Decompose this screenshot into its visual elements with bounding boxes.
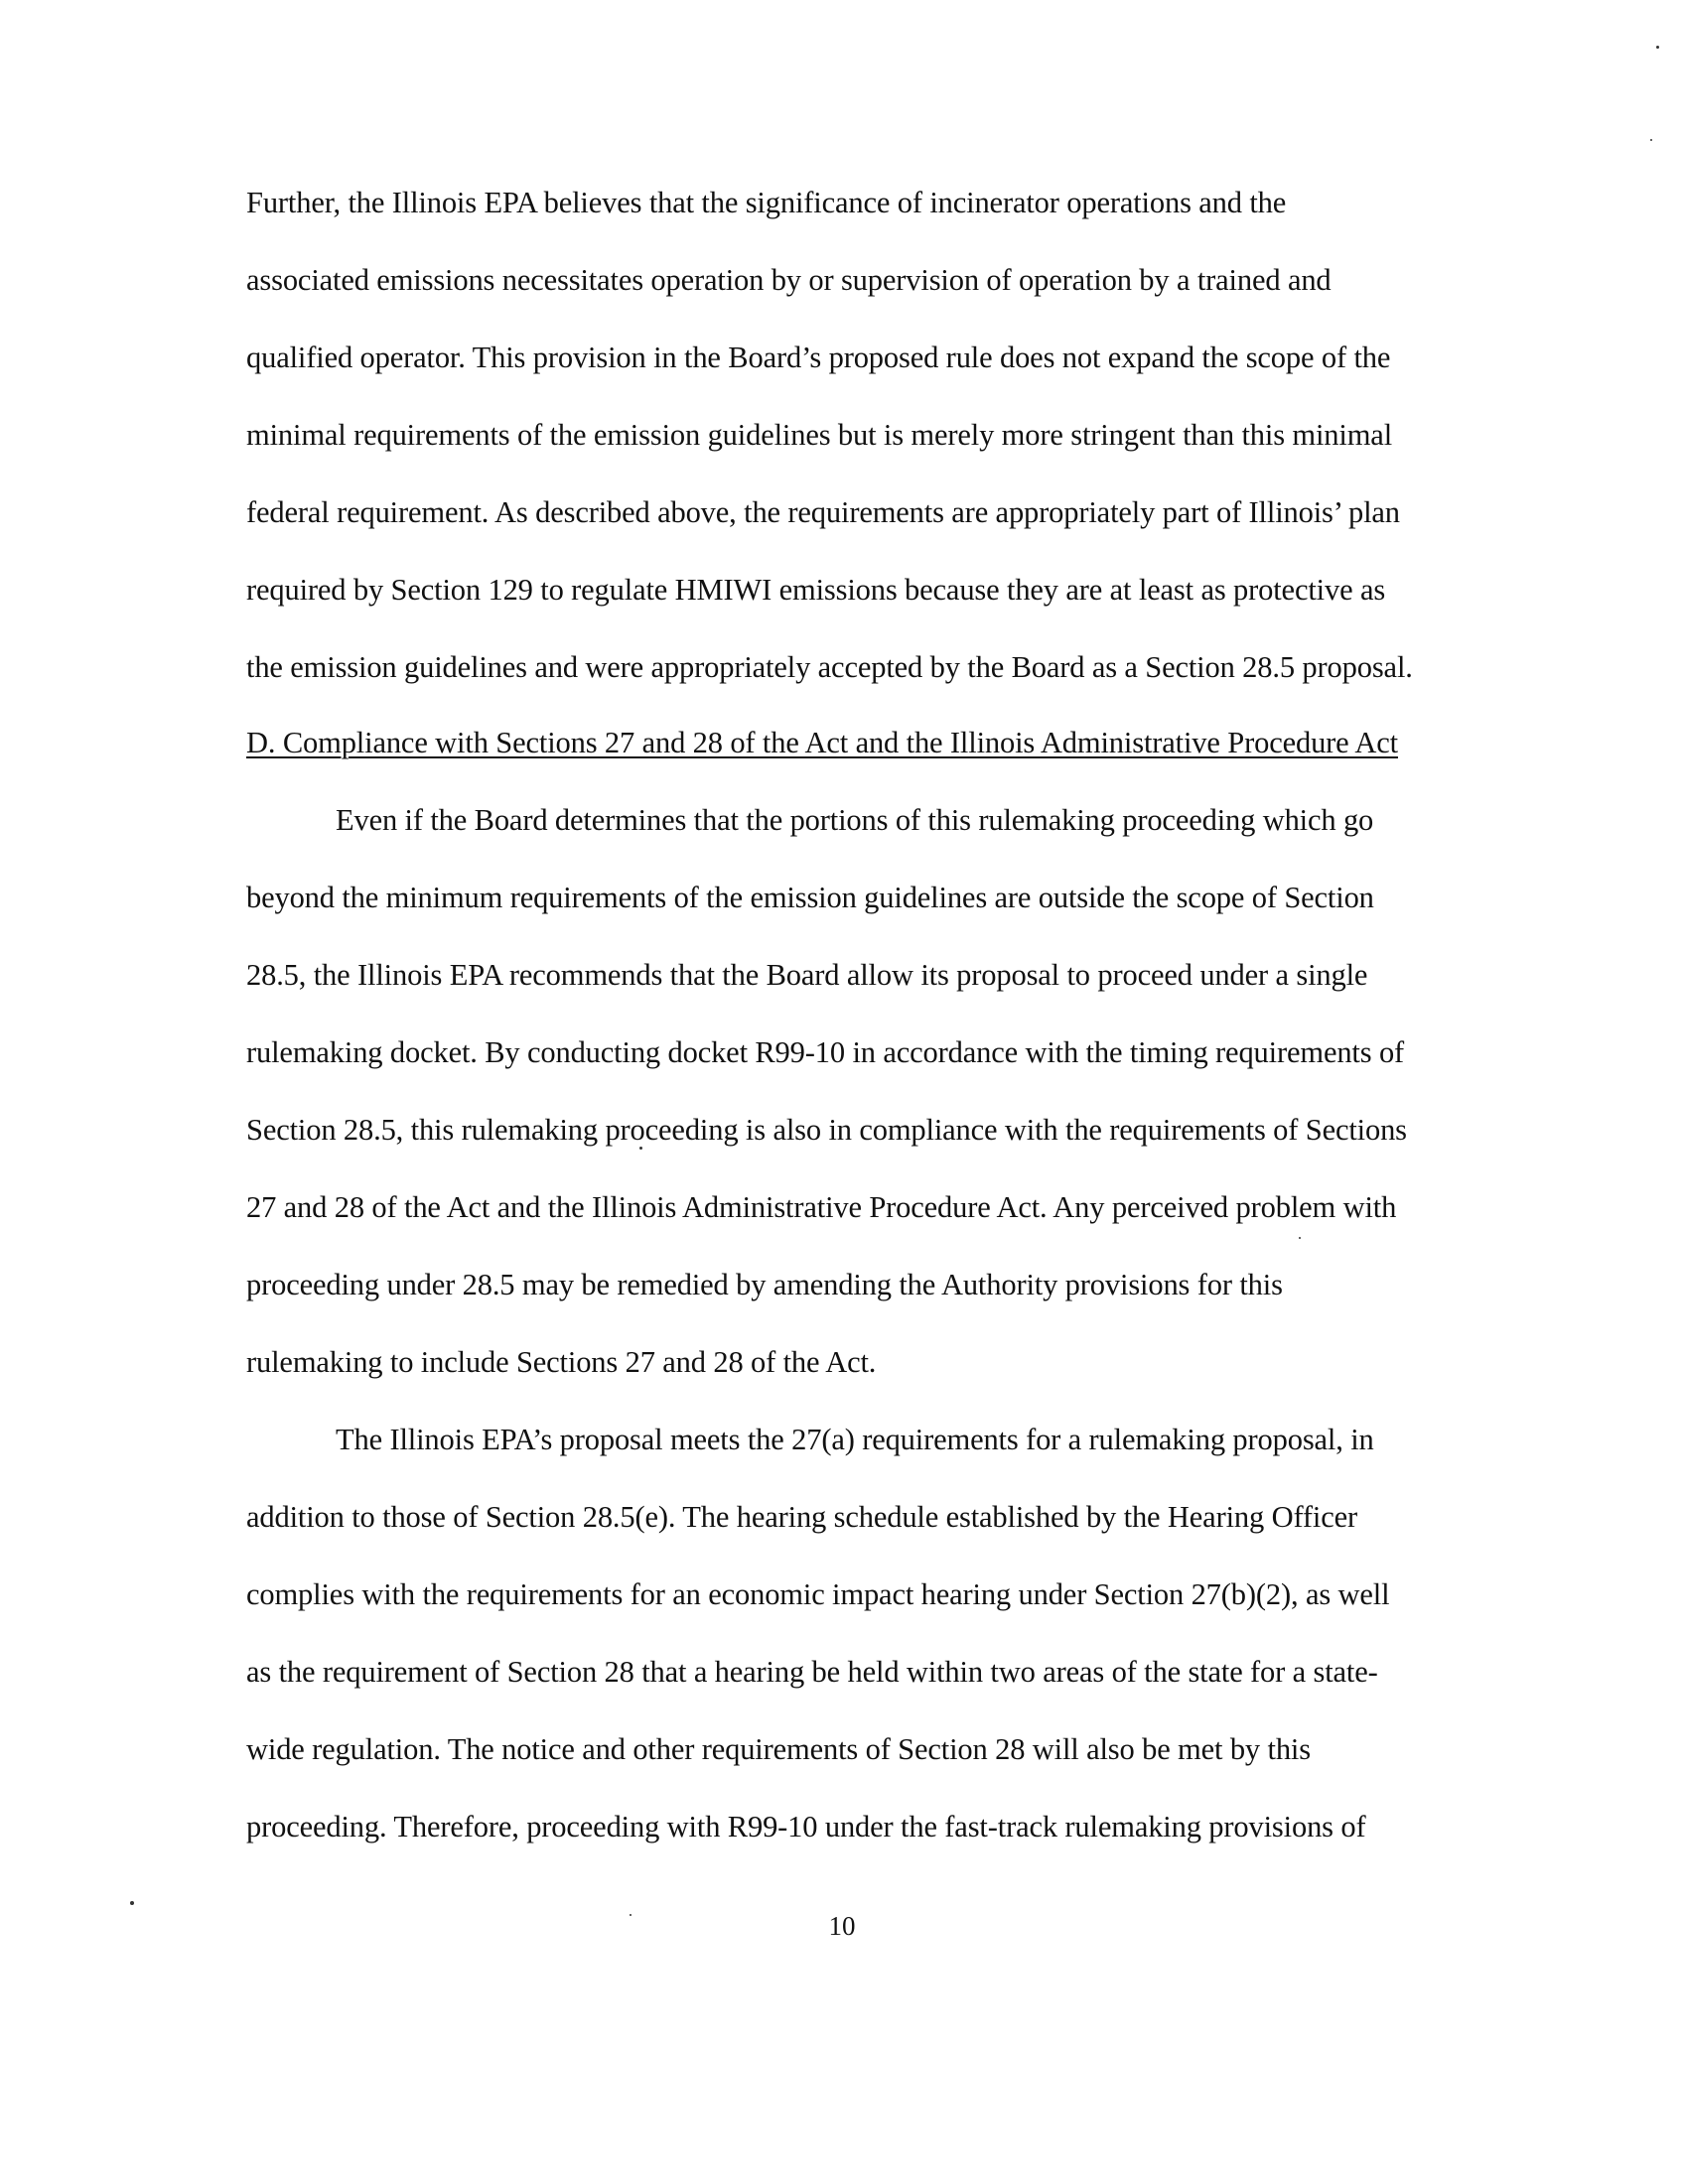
paragraph-line: associated emissions necessitates operation by or supervision of operation by a trained and <box>246 263 1332 297</box>
paragraph-line: addition to those of Section 28.5(e). The hearing schedule established by the Hearing Officer <box>246 1500 1358 1534</box>
paragraph-line: required by Section 129 to regulate HMIWI emissions because they are at least as protective as <box>246 573 1386 607</box>
paragraph-line: Section 28.5, this rulemaking proceeding is also in compliance with the requirements of Sections <box>246 1113 1407 1147</box>
paragraph-line: federal requirement. As described above, the requirements are appropriately part of Illinois’ plan <box>246 495 1400 529</box>
paragraph-line: Even if the Board determines that the portions of this rulemaking proceeding which go <box>336 803 1374 837</box>
paragraph-line: 27 and 28 of the Act and the Illinois Administrative Procedure Act. Any perceived problem with <box>246 1190 1397 1224</box>
paragraph-line: The Illinois EPA’s proposal meets the 27(a) requirements for a rulemaking proposal, in <box>336 1423 1374 1456</box>
paragraph-line: proceeding. Therefore, proceeding with R99-10 under the fast-track rulemaking provisions of <box>246 1810 1366 1843</box>
paragraph-line: qualified operator. This provision in the Board’s proposed rule does not expand the scope of the <box>246 341 1391 374</box>
paragraph-line: the emission guidelines and were appropriately accepted by the Board as a Section 28.5 proposal. <box>246 650 1413 684</box>
paragraph-line: rulemaking docket. By conducting docket R99-10 in accordance with the timing requirements of <box>246 1035 1405 1069</box>
section-heading: D. Compliance with Sections 27 and 28 of the Act and the Illinois Administrative Procedure Act <box>246 726 1398 759</box>
paragraph-line: beyond the minimum requirements of the emission guidelines are outside the scope of Section <box>246 881 1374 914</box>
paragraph-line: minimal requirements of the emission guidelines but is merely more stringent than this minimal <box>246 418 1393 452</box>
scan-speck <box>130 1901 134 1905</box>
paragraph-line: proceeding under 28.5 may be remedied by amending the Authority provisions for this <box>246 1268 1283 1301</box>
paragraph-line: Further, the Illinois EPA believes that the significance of incinerator operations and the <box>246 186 1287 219</box>
scan-speck <box>1650 139 1652 141</box>
paragraph-line: complies with the requirements for an economic impact hearing under Section 27(b)(2), as well <box>246 1577 1390 1611</box>
scan-speck <box>1299 1237 1301 1239</box>
scan-speck <box>630 1914 632 1916</box>
scan-speck <box>639 1147 642 1150</box>
paragraph-line: as the requirement of Section 28 that a hearing be held within two areas of the state for a state- <box>246 1655 1378 1689</box>
page-number: 10 <box>828 1911 856 1941</box>
paragraph-line: wide regulation. The notice and other requirements of Section 28 will also be met by this <box>246 1732 1311 1766</box>
paragraph-line: 28.5, the Illinois EPA recommends that the Board allow its proposal to proceed under a single <box>246 958 1368 992</box>
scan-speck <box>1656 46 1659 49</box>
paragraph-line: rulemaking to include Sections 27 and 28 of the Act. <box>246 1345 877 1379</box>
